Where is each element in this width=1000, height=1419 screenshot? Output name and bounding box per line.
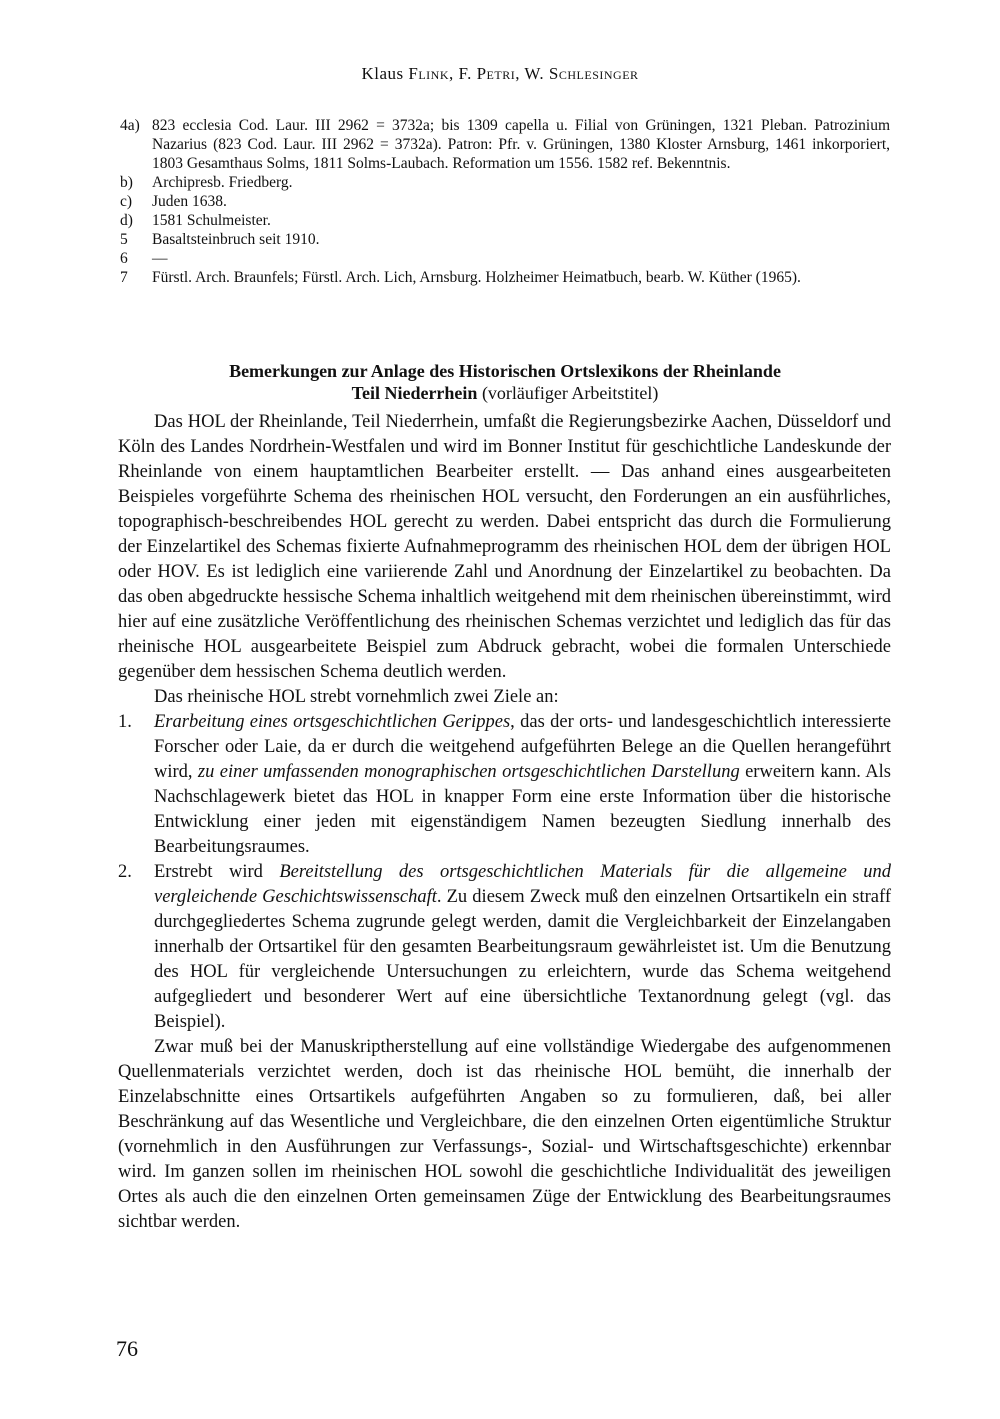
- body-text: [118, 410, 891, 1235]
- reference-label: c): [120, 193, 133, 210]
- header-author1-surname: Flink: [408, 64, 449, 83]
- text-run: . Zu diesem Zweck muß den einzelnen Ortsartikeln ein straff durchgegliedertes Schema zugrunde gelegt werden, damit die Vergleichbarkeit der Einzelangaben innerhalb der Ortsartikel für den gesamten Bearbeitungsraum gewährleistet ist. Um die Benutzung des HOL für vergleichende Untersuchungen zu erleichtern, wurde das Schema weitgehend aufgegliedert und besonderer Wert auf eine übersichtliche Textanordnung gelegt (vgl. das Beispiel).: [154, 887, 891, 1032]
- reference-list: [120, 116, 890, 287]
- reference-text: Archipresb. Friedberg.: [152, 174, 293, 191]
- reference-text: Fürstl. Arch. Braunfels; Fürstl. Arch. Lich, Arnsburg. Holzheimer Heimatbuch, bearb. W. Küther (1965).: [152, 269, 801, 286]
- reference-item: [120, 173, 890, 192]
- section-title-line1: Bemerkungen zur Anlage des Historischen Ortslexikons der Rheinlande: [229, 361, 781, 381]
- reference-item: [120, 268, 890, 287]
- reference-text: Basaltsteinbruch seit 1910.: [152, 231, 320, 248]
- reference-label: d): [120, 212, 133, 229]
- header-sep2: , W.: [515, 64, 549, 83]
- reference-item: [120, 249, 890, 268]
- reference-label: 5: [120, 231, 128, 248]
- reference-label: b): [120, 174, 133, 191]
- reference-item: [120, 211, 890, 230]
- paragraph-intro: Das HOL der Rheinlande, Teil Niederrhein, umfaßt die Regierungsbezirke Aachen, Düsseldorf und Köln des Landes Nordrhein-Westfalen und wird im Bonner Institut für geschichtliche Landeskunde der Rheinlande von einem hauptamtlichen Bearbeiter erstellt. — Das anhand eines ausgearbeiteten Beispieles vorgeführte Schema des rheinischen HOL versucht, den Forderungen an ein ausführliches, topographisch-beschreibendes HOL gerecht zu werden. Dabei entspricht das durch die Formulierung der Einzelartikel des Schemas fixierte Aufnahmeprogramm des rheinischen HOL dem der übrigen HOL oder HOV. Es ist lediglich eine variierende Zahl und Anordnung der Einzelartikel zu beobachten. Da das oben abgedruckte hessische Schema inhaltlich weitgehend mit dem rheinischen übereinstimmt, wird hier auf eine zusätzliche Veröffentlichung des rheinischen Schemas verzichtet und lediglich das für das rheinische HOL ausgearbeitete Beispiel zum Abdruck gebracht, wobei die formalen Unterschiede gegenüber dem hessischen Schema deutlich werden.: [118, 412, 891, 682]
- list-number: 2.: [118, 862, 132, 882]
- running-header: [0, 64, 1000, 84]
- section-title-bold: Teil Niederrhein: [351, 383, 478, 403]
- header-author3-surname: Schlesinger: [548, 64, 639, 83]
- text-run: erweitern kann. Als Nachschlagewerk bietet das HOL in knapper Form eine erste Information über die historische Entwicklung einer jeden mit eigenständigem Namen bezeugten Siedlung innerhalb des Bearbeitungsraumes.: [154, 762, 891, 857]
- section-title: [120, 360, 890, 404]
- reference-text: —: [152, 250, 168, 267]
- emphasis: zu einer umfassenden monographischen ortsgeschichtlichen Darstellung: [197, 762, 740, 782]
- reference-text: 823 ecclesia Cod. Laur. III 2962 = 3732a; bis 1309 capella u. Filial von Grüningen, 1321 Pleban. Patrozinium Nazarius (823 Cod. Laur. III 2962 = 3732a). Patron: Pfr. v. Grüningen, 1380 Kloster Arnsburg, 1461 inkorporiert, 1803 Gesamthaus Solms, 1811 Solms-Laubach. Reformation um 1556. 1582 ref. Bekenntnis.: [152, 117, 890, 172]
- list-item-1: [118, 710, 891, 860]
- text-run: , das der orts- und landesgeschichtlich interessierte Forscher oder Laie, da er durch die weitgehend aufgeführten Belege an die Quellen herangeführt wird,: [154, 712, 891, 782]
- reference-item: [120, 230, 890, 249]
- section-title-line2: [120, 382, 890, 404]
- emphasis: Erarbeitung eines ortsgeschichtlichen Gerippes: [154, 712, 511, 732]
- header-author1: Klaus: [361, 64, 404, 83]
- reference-text: 1581 Schulmeister.: [152, 212, 271, 229]
- list-text: [154, 710, 891, 860]
- list-text: [154, 860, 891, 1035]
- reference-text: Juden 1638.: [152, 193, 227, 210]
- reference-label: 7: [120, 269, 128, 286]
- header-author2-surname: Petri: [476, 64, 516, 83]
- list-item-2: [118, 860, 891, 1035]
- list-number: 1.: [118, 712, 132, 732]
- paragraph-goals: Das rheinische HOL strebt vornehmlich zwei Ziele an:: [154, 687, 559, 707]
- reference-item: [120, 116, 890, 173]
- page-number: 76: [116, 1336, 138, 1361]
- section-title-rest: (vorläufiger Arbeitstitel): [477, 383, 659, 403]
- reference-label: 6: [120, 250, 128, 267]
- reference-label: 4a): [120, 117, 140, 134]
- reference-item: [120, 192, 890, 211]
- emphasis: Bereitstellung des ortsgeschichtlichen Materials für die allgemeine und vergleichende Geschichtswissenschaft: [154, 862, 891, 907]
- text-run: Erstrebt wird: [154, 862, 280, 882]
- paragraph-conclusion: Zwar muß bei der Manuskriptherstellung auf eine vollständige Wiedergabe des aufgenommenen Quellenmaterials verzichtet werden, doch ist das rheinische HOL bemüht, die innerhalb der Einzelabschnitte eines Ortsartikels aufgeführten Angaben so zu formulieren, daß, bei aller Beschränkung auf das Wesentliche und Vergleichbare, die den einzelnen Orten eigentümliche Struktur (vornehmlich in den Ausführungen zur Verfassungs-, Sozial- und Wirtschaftsgeschichte) erkennbar wird. Im ganzen sollen im rheinischen HOL sowohl die geschichtliche Individualität des jeweiligen Ortes als auch die den einzelnen Orten gemeinsamen Züge der Entwicklung des Bearbeitungsraumes sichtbar werden.: [118, 1037, 891, 1232]
- header-sep1: , F.: [449, 64, 477, 83]
